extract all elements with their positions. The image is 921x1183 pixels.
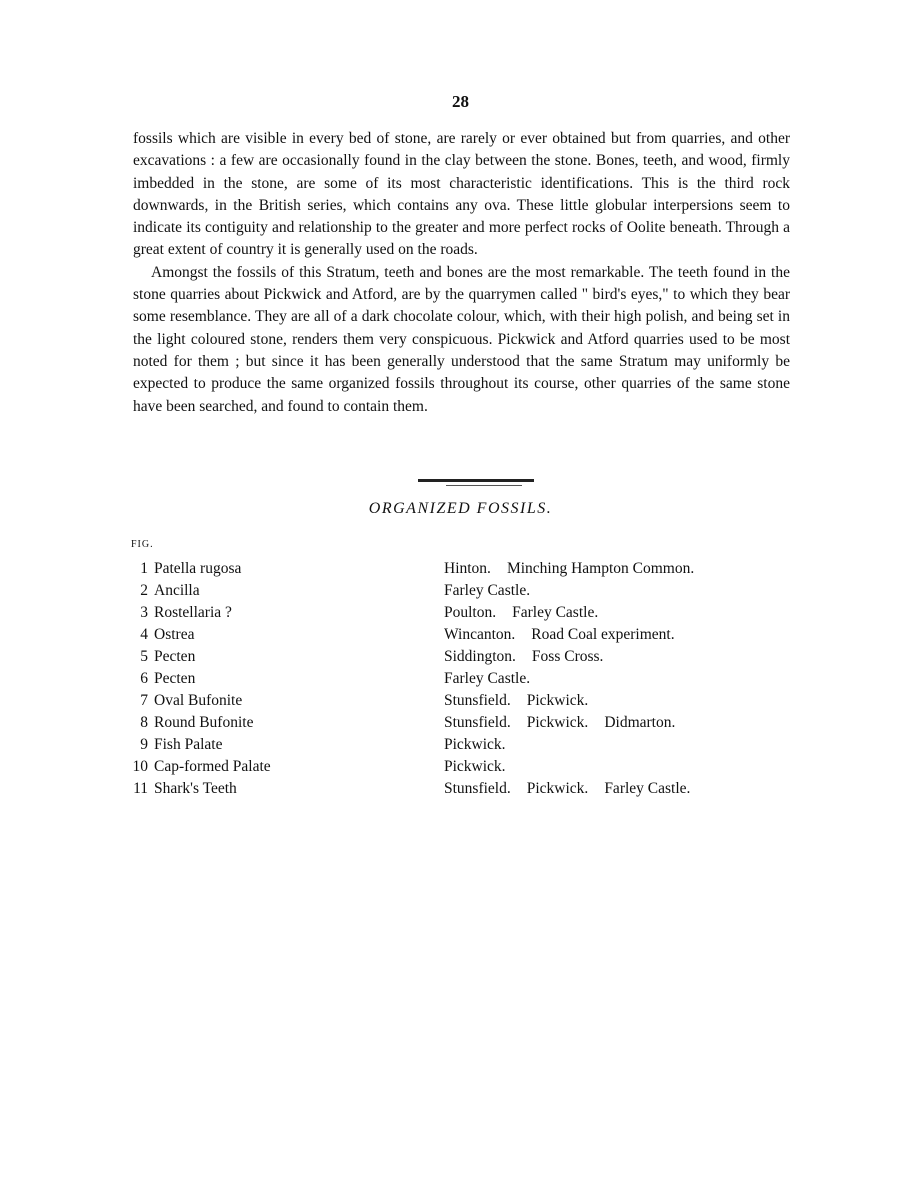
fossil-row bbox=[128, 668, 768, 690]
fossil-localities bbox=[444, 646, 635, 668]
locality: Road Coal experiment. bbox=[531, 626, 675, 643]
fossil-name: Shark's Teeth bbox=[154, 780, 237, 797]
fossil-number: 3 bbox=[140, 604, 148, 621]
locality: Farley Castle. bbox=[444, 582, 531, 599]
fossil-name: Oval Bufonite bbox=[154, 692, 243, 709]
fossil-row bbox=[128, 646, 768, 668]
divider-thick-rule bbox=[418, 479, 534, 482]
fossil-row bbox=[128, 624, 768, 646]
fossil-name: Round Bufonite bbox=[154, 714, 254, 731]
locality: Pickwick. bbox=[526, 780, 589, 797]
fig-column-label: FIG. bbox=[131, 539, 154, 550]
locality: Siddington. bbox=[444, 648, 516, 665]
fossil-number: 8 bbox=[140, 714, 148, 731]
fossil-name: Patella rugosa bbox=[154, 560, 242, 577]
fossil-row bbox=[128, 778, 768, 800]
locality: Stunsfield. bbox=[444, 692, 511, 709]
fossil-localities bbox=[444, 756, 554, 778]
locality: Poulton. bbox=[444, 604, 497, 621]
fossil-number: 11 bbox=[133, 780, 148, 797]
locality: Pickwick. bbox=[526, 692, 589, 709]
fossil-localities bbox=[444, 624, 707, 646]
fossil-number: 6 bbox=[140, 670, 148, 687]
locality: Stunsfield. bbox=[444, 780, 511, 797]
locality: Farley Castle. bbox=[444, 670, 531, 687]
locality: Farley Castle. bbox=[604, 780, 691, 797]
fossil-localities bbox=[444, 778, 706, 800]
locality: Didmarton. bbox=[604, 714, 676, 731]
fossil-number: 10 bbox=[132, 758, 148, 775]
fossil-localities bbox=[444, 558, 726, 580]
fossil-localities bbox=[444, 580, 578, 602]
fossil-row bbox=[128, 558, 768, 580]
fossil-name: Cap-formed Palate bbox=[154, 758, 271, 775]
section-divider bbox=[418, 479, 534, 486]
locality: Wincanton. bbox=[444, 626, 516, 643]
locality: Minching Hampton Common. bbox=[506, 560, 695, 577]
page-number: 28 bbox=[452, 92, 469, 111]
fossil-row bbox=[128, 690, 768, 712]
fossil-row bbox=[128, 756, 768, 778]
fossil-row bbox=[128, 734, 768, 756]
fossil-localities bbox=[444, 734, 554, 756]
fossil-row bbox=[128, 712, 768, 734]
fossil-name: Ostrea bbox=[154, 626, 195, 643]
fossil-number: 7 bbox=[140, 692, 148, 709]
paragraph-1: fossils which are visible in every bed of stone, are rarely or ever obtained but from quarries, and other excavations : a few are occasionally found in the clay between the stone. Bones, teeth, and wood, firmly imbedded in the stone, are some of its most characteristic identifications. This is the third rock downwards, in the British series, which contains any ova. These little globular interpersions seem to indicate its contiguity and relationship to the greater and more perfect rocks of Oolite beneath. Through a great extent of country it is generally used on the roads. bbox=[133, 130, 790, 259]
fossil-row bbox=[128, 602, 768, 624]
locality: Hinton. bbox=[444, 560, 491, 577]
fossil-localities bbox=[444, 712, 691, 734]
fossil-number: 4 bbox=[140, 626, 148, 643]
locality: Pickwick. bbox=[444, 736, 506, 753]
fossil-number: 1 bbox=[140, 560, 148, 577]
locality: Pickwick. bbox=[444, 758, 506, 775]
fossil-localities bbox=[444, 690, 620, 712]
locality: Foss Cross. bbox=[531, 648, 604, 665]
section-heading: ORGANIZED FOSSILS. bbox=[368, 500, 553, 517]
fossil-name: Rostellaria ? bbox=[154, 604, 232, 621]
locality: Stunsfield. bbox=[444, 714, 511, 731]
fossil-row bbox=[128, 580, 768, 602]
fossil-number: 2 bbox=[140, 582, 148, 599]
locality: Pickwick. bbox=[526, 714, 589, 731]
fossil-number: 9 bbox=[140, 736, 148, 753]
divider-thin-rule bbox=[446, 485, 522, 486]
paragraph-2: Amongst the fossils of this Stratum, teeth and bones are the most remarkable. The teeth found in the stone quarries about Pickwick and Atford, are by the quarrymen called " bird's eyes," to which they bear some resemblance. They are all of a dark chocolate colour, which, with their high polish, and being set in the light coloured stone, renders them very conspicuous. Pickwick and Atford quarries used to be most noted for them ; but since it has been generally understood that the same Stratum may uniformly be expected to produce the same organized fossils throughout its course, other quarries of the same stone have been searched, and found to contain them. bbox=[133, 263, 790, 415]
locality: Farley Castle. bbox=[512, 604, 599, 621]
fossil-name: Fish Palate bbox=[154, 736, 223, 753]
fossil-name: Pecten bbox=[154, 670, 196, 687]
fossil-localities bbox=[444, 668, 578, 690]
fossil-name: Ancilla bbox=[154, 582, 200, 599]
body-text bbox=[133, 128, 790, 418]
fossil-number: 5 bbox=[140, 648, 148, 665]
fossil-name: Pecten bbox=[154, 648, 196, 665]
fossil-list bbox=[128, 558, 768, 800]
fossil-localities bbox=[444, 602, 630, 624]
